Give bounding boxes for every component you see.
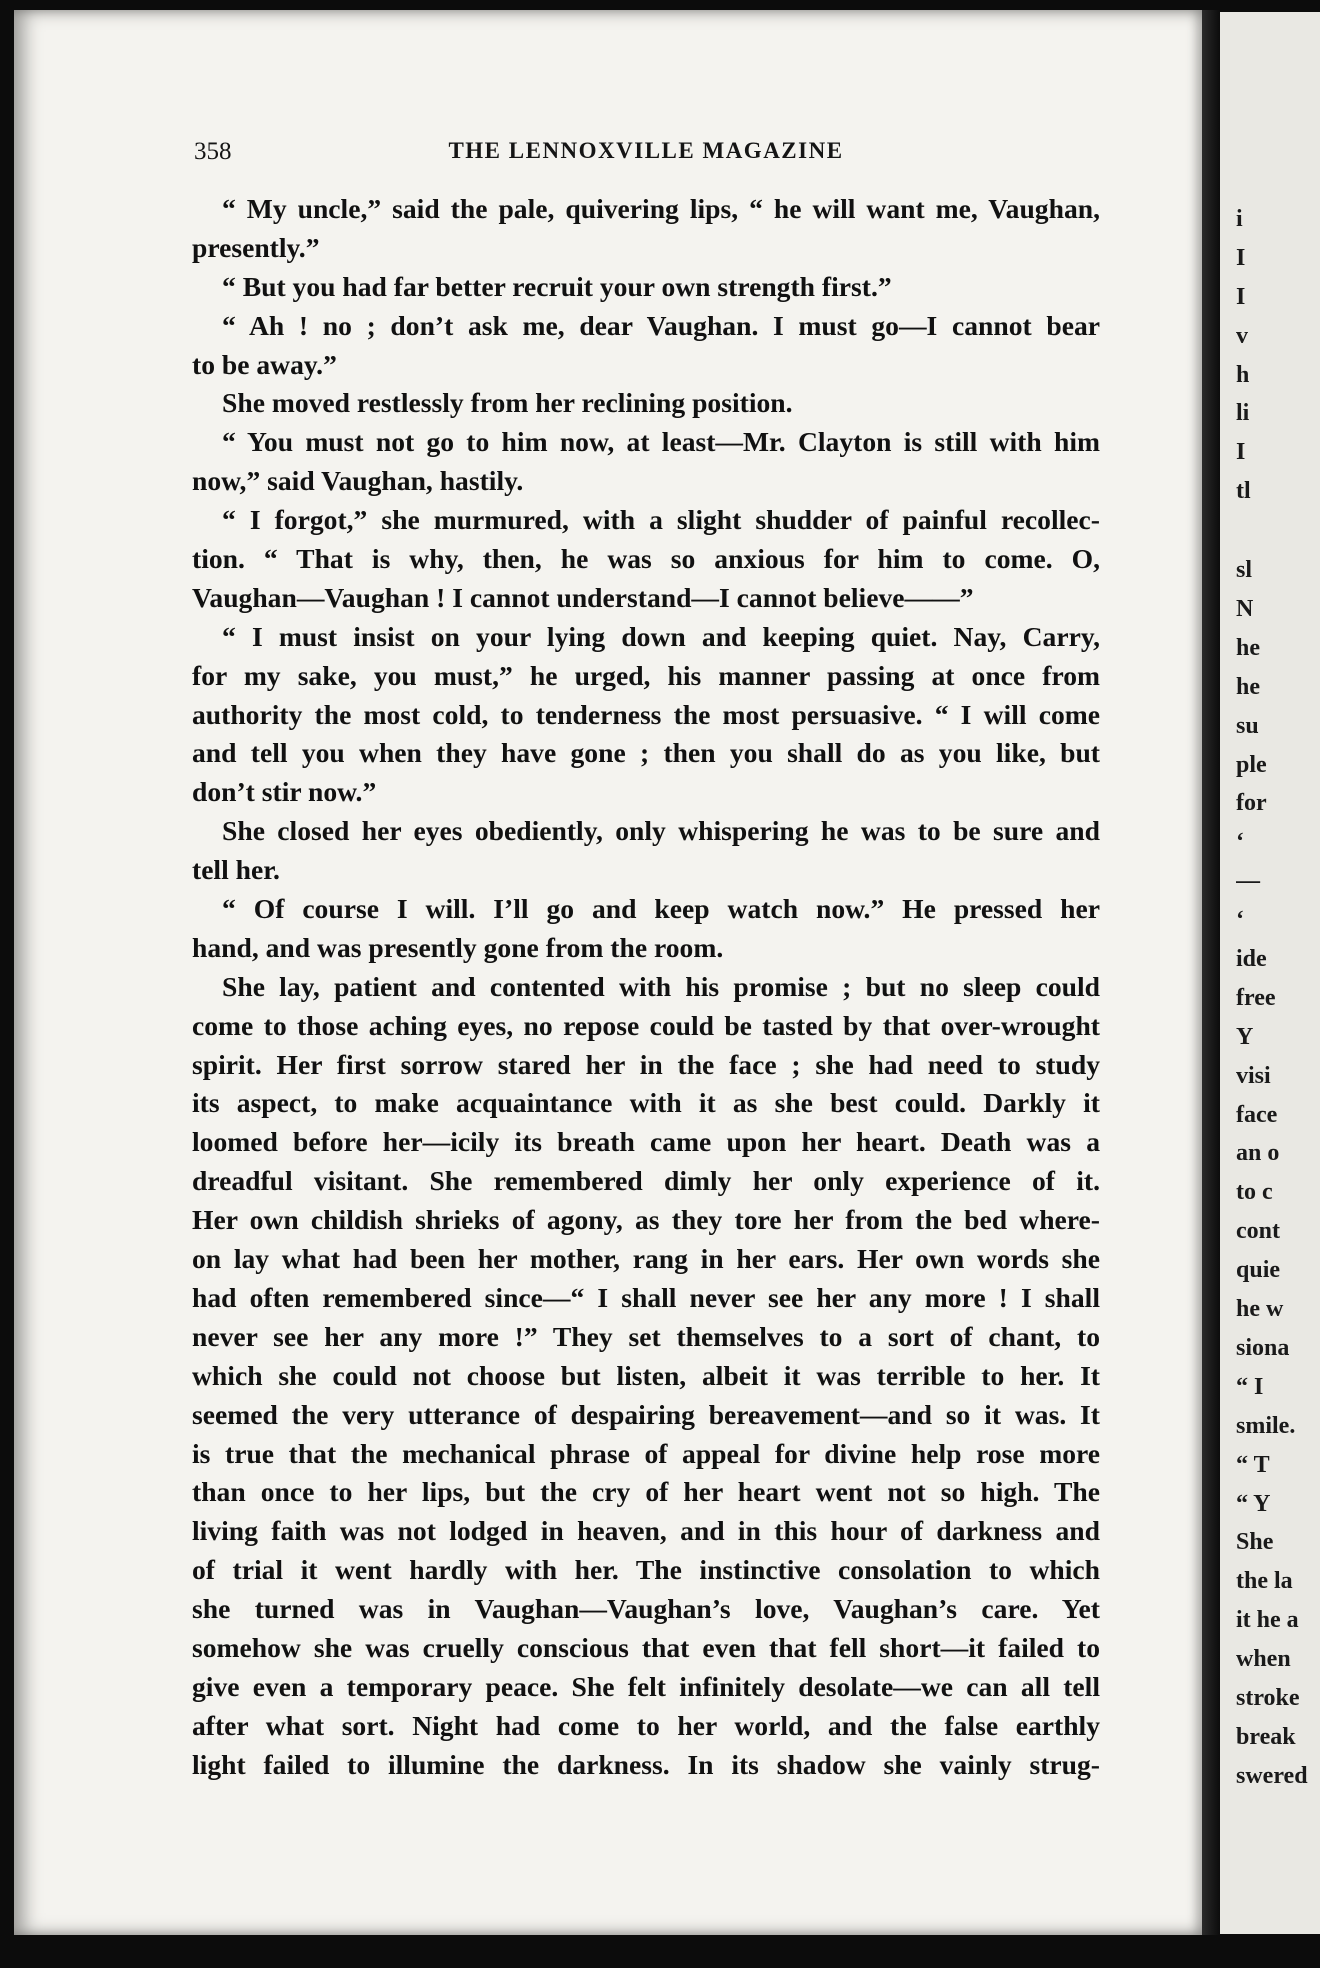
running-head: THE LENNOXVILLE MAGAZINE (448, 138, 844, 163)
text-line: light failed to illumine the darkness. In its shadow she vainly strug- (192, 1748, 1100, 1780)
facing-page-fragment: for (1236, 790, 1267, 817)
facing-page-fragment: the la (1236, 1568, 1293, 1595)
facing-page-fragment: Y (1236, 1023, 1254, 1050)
facing-page-fragment: it he a (1236, 1607, 1299, 1634)
facing-page-fragment: ‘ (1236, 907, 1244, 934)
facing-page-fragment: break (1236, 1723, 1296, 1750)
facing-page-fragment: he (1236, 673, 1260, 700)
body-text (192, 190, 1100, 1785)
text-line: don’t stir now.” (192, 776, 377, 808)
text-line: She moved restlessly from her reclining position. (222, 387, 793, 419)
text-line: seemed the very utterance of despairing bereavement—and so it was. It (192, 1398, 1100, 1430)
text-line: somehow she was cruelly conscious that even that fell short—it failed to (192, 1631, 1100, 1663)
facing-page-fragment: to c (1236, 1179, 1273, 1206)
facing-page-fragment: ple (1236, 751, 1267, 778)
facing-page-fragment: “ I (1236, 1373, 1264, 1400)
text-line: “ I must insist on your lying down and keeping quiet. Nay, Carry, (222, 620, 1100, 652)
facing-page-fragment: “ Y (1236, 1490, 1271, 1517)
text-line: dreadful visitant. She remembered dimly her only experience of it. (192, 1165, 1100, 1197)
text-line: never see her any more !” They set themselves to a sort of chant, to (192, 1320, 1100, 1352)
text-line: loomed before her—icily its breath came upon her heart. Death was a (192, 1126, 1100, 1158)
text-line: after what sort. Night had come to her world, and the false earthly (192, 1709, 1100, 1741)
facing-page-fragment: I (1236, 244, 1246, 271)
facing-page-fragment: I (1236, 439, 1246, 466)
text-line: for my sake, you must,” he urged, his manner passing at once from (192, 659, 1100, 691)
text-line: tell her. (192, 854, 280, 886)
facing-page-fragment: i (1236, 206, 1243, 232)
text-line: “ Of course I will. I’ll go and keep watch now.” He pressed her (222, 893, 1100, 925)
text-line: give even a temporary peace. She felt infinitely desolate—we can all tell (192, 1670, 1100, 1702)
text-line: presently.” (192, 231, 320, 263)
text-line: than once to her lips, but the cry of her heart went not so high. The (192, 1476, 1100, 1508)
page-number: 358 (194, 138, 232, 165)
text-line: on lay what had been her mother, rang in her ears. Her own words she (192, 1243, 1100, 1275)
facing-page-fragment: smile. (1236, 1412, 1296, 1439)
text-line: Her own childish shrieks of agony, as they tore her from the bed where- (192, 1204, 1100, 1236)
text-line: living faith was not lodged in heaven, and in this hour of darkness and (192, 1515, 1100, 1547)
text-line: “ You must not go to him now, at least—Mr. Clayton is still with him (222, 426, 1100, 458)
text-line: Vaughan—Vaughan ! I cannot understand—I cannot believe——” (192, 581, 974, 613)
facing-page-fragment: sl (1236, 557, 1253, 584)
facing-page-fragment: v (1236, 322, 1248, 349)
text-line: spirit. Her first sorrow stared her in the face ; she had need to study (192, 1048, 1100, 1080)
facing-page-fragment: visi (1236, 1062, 1271, 1089)
facing-page-fragment: su (1236, 712, 1259, 739)
text-line: which she could not choose but listen, albeit it was terrible to her. It (192, 1359, 1100, 1391)
text-line: authority the most cold, to tenderness the most persuasive. “ I will come (192, 698, 1100, 730)
text-line: hand, and was presently gone from the room. (192, 931, 724, 963)
facing-page-fragment: swered (1236, 1762, 1308, 1789)
facing-page-fragment: li (1236, 400, 1250, 427)
facing-page-fragment: he (1236, 634, 1260, 661)
text-line: its aspect, to make acquaintance with it as she best could. Darkly it (192, 1087, 1100, 1119)
facing-page-fragment: I (1236, 283, 1246, 310)
text-line: She closed her eyes obediently, only whispering he was to be sure and (222, 815, 1100, 847)
text-line: “ But you had far better recruit your own strength first.” (222, 270, 892, 302)
book-gutter (1202, 10, 1220, 1935)
facing-page-fragment: when (1236, 1646, 1291, 1673)
facing-page-fragment: cont (1236, 1218, 1280, 1245)
facing-page-fragments (1236, 200, 1320, 1796)
text-line: She lay, patient and contented with his promise ; but no sleep could (222, 970, 1100, 1002)
text-line: to be away.” (192, 348, 337, 380)
facing-page-fragment: quie (1236, 1257, 1281, 1284)
text-line: come to those aching eyes, no repose could be tasted by that over-wrought (192, 1009, 1100, 1041)
facing-page-fragment: ‘ (1236, 829, 1244, 856)
facing-page-fragment: free (1236, 984, 1276, 1011)
facing-page-fragment: She (1236, 1529, 1274, 1556)
text-line: tion. “ That is why, then, he was so anxious for him to come. O, (192, 543, 1100, 575)
facing-page-fragment: “ T (1236, 1451, 1270, 1478)
facing-page-fragment: h (1236, 361, 1250, 388)
text-line: of trial it went hardly with her. The instinctive consolation to which (192, 1554, 1100, 1586)
page-header (190, 138, 1102, 172)
text-line: is true that the mechanical phrase of appeal for divine help rose more (192, 1437, 1100, 1469)
text-line: “ I forgot,” she murmured, with a slight shudder of painful recollec- (222, 504, 1100, 536)
facing-page-fragment: siona (1236, 1334, 1290, 1361)
facing-page-fragment: N (1236, 596, 1254, 623)
facing-page-fragment: ide (1236, 946, 1267, 973)
text-line: “ My uncle,” said the pale, quivering lips, “ he will want me, Vaughan, (222, 193, 1100, 224)
facing-page-fragment: tl (1236, 478, 1251, 505)
facing-page-fragment: face (1236, 1101, 1278, 1128)
facing-page-fragment: an o (1236, 1140, 1280, 1167)
text-line: had often remembered since—“ I shall never see her any more ! I shall (192, 1281, 1100, 1313)
text-line: “ Ah ! no ; don’t ask me, dear Vaughan. I must go—I cannot bear (222, 309, 1100, 341)
facing-page-fragment: — (1236, 868, 1260, 895)
text-line: and tell you when they have gone ; then you shall do as you like, but (192, 737, 1100, 769)
text-line: she turned was in Vaughan—Vaughan’s love, Vaughan’s care. Yet (192, 1593, 1100, 1625)
facing-page-fragment: he w (1236, 1296, 1284, 1323)
text-line: now,” said Vaughan, hastily. (192, 465, 524, 497)
facing-page-fragment: stroke (1236, 1684, 1300, 1711)
